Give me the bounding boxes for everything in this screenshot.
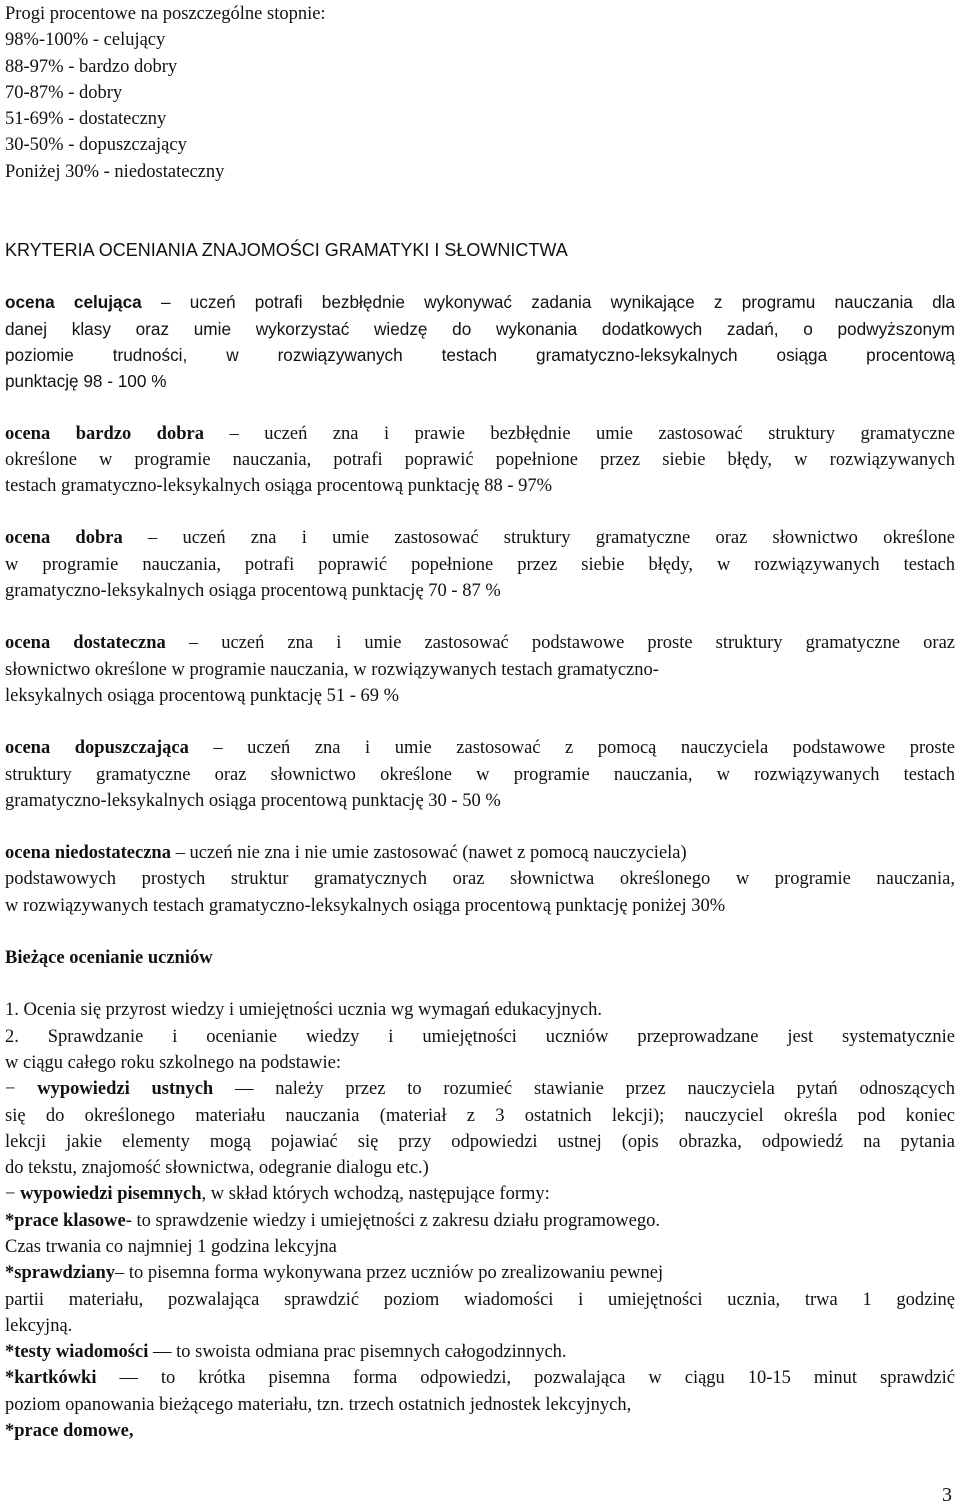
grade-description-line: określone w programie nauczania, potrafi poprawić popełnione przez siebie błędy, w rozwiązywanych — [5, 449, 955, 470]
grade-description-line: gramatyczno-leksykalnych osiąga procentową punktację 30 - 50 % — [5, 790, 501, 811]
threshold-item: Poniżej 30% - niedostateczny — [5, 161, 225, 182]
grade-description-line: – uczeń potrafi bezbłędnie wykonywać zadania wynikające z programu nauczania dla — [160, 292, 955, 313]
grade-description-line: – uczeń zna i umie zastosować z pomocą nauczyciela podstawowe proste — [213, 738, 955, 759]
criteria-heading: KRYTERIA OCENIANIA ZNAJOMOŚCI GRAMATYKI I SŁOWNICTWA — [5, 240, 568, 261]
threshold-item: 88-97% - bardzo dobry — [5, 56, 178, 77]
criteria-section — [5, 237, 955, 394]
grade-term: ocena niedostateczna — [5, 843, 171, 864]
class-test-description: - to sprawdzenie wiedzy i umiejętności z zakresu działu programowego. — [125, 1210, 661, 1231]
oral-term: wypowiedzi ustnych — [37, 1079, 214, 1100]
threshold-item: 70-87% - dobry — [5, 82, 123, 103]
grade-description-line: testach gramatyczno-leksykalnych osiąga procentową punktację 88 - 97% — [5, 476, 553, 497]
list-dash: − — [5, 1184, 16, 1205]
oral-description-line: się do określonego materiału nauczania (materiał z 3 ostatnich lekcji); nauczyciel określa pod koniec — [5, 1105, 955, 1126]
thresholds-heading: Progi procentowe na poszczególne stopnie: — [5, 4, 326, 24]
short-quiz-description-line: — to krótka pisemna forma odpowiedzi, pozwalająca w ciągu 10-15 minut sprawdzić — [119, 1368, 955, 1389]
ongoing-assessment-section — [5, 945, 955, 1444]
grade-term: ocena dostateczna — [5, 633, 166, 654]
threshold-item: 51-69% - dostateczny — [5, 109, 167, 130]
class-test-duration: Czas trwania co najmniej 1 godzina lekcyjna — [5, 1236, 337, 1257]
grade-description-line: – uczeń zna i prawie bezbłędnie umie zastosować struktury gramatyczne — [229, 423, 955, 444]
grade-description-line: podstawowych prostych struktur gramatycznych oraz słownictwa określonego w programie nauczania, — [5, 869, 955, 890]
oral-description-line: — należy przez to rozumieć stawianie przez nauczyciela pytań odnoszących — [235, 1079, 955, 1100]
threshold-item: 98%-100% - celujący — [5, 30, 166, 51]
grade-description-line: poziomie trudności, w rozwiązywanych testach gramatyczno-leksykalnych osiąga procentową — [5, 344, 955, 365]
grade-description-line: w rozwiązywanych testach gramatyczno-leksykalnych osiąga procentową punktację poniżej 30% — [5, 895, 726, 916]
grade-dopuszczajaca — [5, 735, 955, 814]
written-term: wypowiedzi pisemnych — [20, 1184, 202, 1205]
grade-description-line: punktację 98 - 100 % — [5, 371, 167, 392]
list-dash: − — [5, 1079, 16, 1100]
grade-description-line: słownictwo określone w programie nauczania, w rozwiązywanych testach gramatyczno- — [5, 659, 659, 680]
grade-description-line: leksykalnych osiąga procentową punktację 51 - 69 % — [5, 685, 400, 706]
class-test-term: *prace klasowe — [5, 1210, 126, 1231]
ongoing-point-2-line: 2. Sprawdzanie i ocenianie wiedzy i umiejętności uczniów przeprowadzane jest systematycznie — [5, 1026, 955, 1047]
grade-term: ocena celująca — [5, 292, 142, 313]
grade-bardzo-dobra — [5, 421, 955, 500]
grade-description-line: gramatyczno-leksykalnych osiąga procentową punktację 70 - 87 % — [5, 581, 501, 602]
grade-dostateczna — [5, 630, 955, 709]
thresholds-section — [5, 0, 955, 185]
quiz-description-line: partii materiału, pozwalająca sprawdzić poziom wiadomości i umiejętności ucznia, trwa 1 godzinę — [5, 1289, 955, 1310]
written-description: , w skład których wchodzą, następujące formy: — [201, 1184, 550, 1205]
page-number: 3 — [942, 1484, 952, 1506]
grade-description-line: w programie nauczania, potrafi poprawić popełnione przez siebie błędy, w rozwiązywanych testach — [5, 554, 955, 575]
grade-description-line: – uczeń zna i umie zastosować struktury gramatyczne oraz słownictwo określone — [147, 528, 956, 549]
grade-celujaca — [5, 289, 955, 394]
grade-term: ocena dopuszczająca — [5, 738, 189, 759]
criteria-serif-section — [5, 421, 955, 1445]
short-quiz-description-line: poziom opanowania bieżącego materiału, tzn. trzech ostatnich jednostek lekcyjnych, — [5, 1394, 632, 1415]
grade-dobra — [5, 525, 955, 604]
grade-term: ocena bardzo dobra — [5, 423, 204, 444]
threshold-item: 30-50% - dopuszczający — [5, 135, 187, 156]
grade-description-line: danej klasy oraz umie wykorzystać wiedzę do wykonania dodatkowych zadań, o podwyższonym — [5, 318, 955, 339]
knowledge-test-term: *testy wiadomości — [5, 1342, 149, 1363]
oral-description-line: do tekstu, znajomość słownictwa, odegranie dialogu etc.) — [5, 1158, 429, 1179]
oral-description-line: lekcji jakie elementy mogą pojawiać się przy odpowiedzi ustnej (opis obrazka, odpowiedź na pytania — [5, 1131, 955, 1152]
quiz-description-line: lekcyjną. — [5, 1315, 73, 1336]
knowledge-test-description: — to swoista odmiana prac pisemnych całogodzinnych. — [152, 1342, 567, 1363]
grade-description-line: struktury gramatyczne oraz słownictwo określone w programie nauczania, w rozwiązywanych testach — [5, 764, 955, 785]
grade-term: ocena dobra — [5, 528, 123, 549]
ongoing-point-2-line: w ciągu całego roku szkolnego na podstawie: — [5, 1052, 341, 1073]
homework-term: *prace domowe, — [5, 1421, 134, 1442]
grade-description-line: – uczeń nie zna i nie umie zastosować (nawet z pomocą nauczyciela) — [175, 843, 687, 864]
grade-niedostateczna — [5, 840, 955, 919]
ongoing-heading: Bieżące ocenianie uczniów — [5, 948, 213, 969]
document-page — [5, 0, 955, 1444]
quiz-term: *sprawdziany — [5, 1263, 115, 1284]
quiz-description-line: – to pisemna forma wykonywana przez uczniów po zrealizowaniu pewnej — [115, 1263, 664, 1284]
short-quiz-term: *kartkówki — [5, 1368, 97, 1389]
grade-description-line: – uczeń zna i umie zastosować podstawowe proste struktury gramatyczne oraz — [188, 633, 955, 654]
ongoing-point-1: 1. Ocenia się przyrost wiedzy i umiejętności ucznia wg wymagań edukacyjnych. — [5, 1000, 602, 1021]
